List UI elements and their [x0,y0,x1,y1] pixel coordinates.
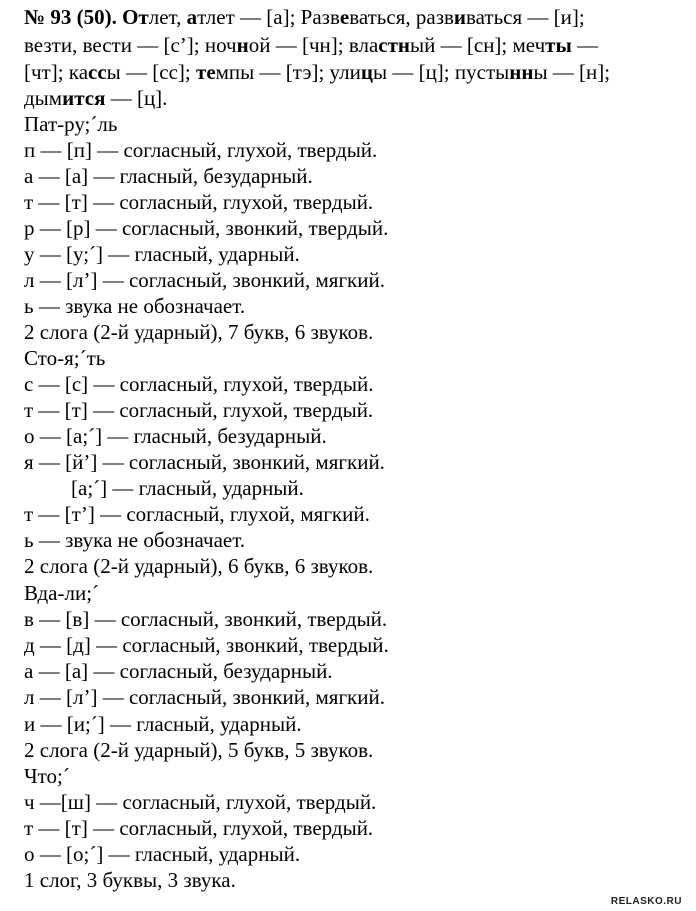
text-line: ь — звука не обозначает. [24,528,246,552]
text-line: т — [т] — согласный, глухой, твердый. [24,816,374,840]
watermark: RELASKO.RU [610,896,682,907]
text-line: т — [т’] — согласный, глухой, мягкий. [24,502,370,526]
word-heading: Сто-я;´ть [24,346,106,370]
summary-line: 1 слог, 3 буквы, 3 звука. [24,868,236,892]
header-line-1: № 93 (50). Отлет, атлет — [а]; Развеваться, развиваться — [и]; [24,5,585,29]
text-line: т — [т] — согласный, глухой, твердый. [24,398,374,422]
text-line: а — [а] — согласный, безударный. [24,659,333,683]
word-heading: Что;´ [24,764,70,788]
text-line: р — [р] — согласный, звонкий, твердый. [24,216,389,240]
text-line: л — [л’] — согласный, звонкий, мягкий. [24,685,385,709]
word-heading: Пат-ру;´ль [24,112,118,136]
header-line-3: [чт]; кассы — [сс]; темпы — [тэ]; улицы — [ц]; пустынны — [н]; [24,60,611,84]
text-line: а — [а] — гласный, безударный. [24,164,313,188]
summary-line: 2 слога (2-й ударный), 6 букв, 6 звуков. [24,554,374,578]
text-line: о — [а;´] — гласный, безударный. [24,424,327,448]
summary-line: 2 слога (2-й ударный), 5 букв, 5 звуков. [24,738,374,762]
text-line: т — [т] — согласный, глухой, твердый. [24,190,374,214]
exercise-number: № 93 (50). [24,5,117,29]
text-line: в — [в] — согласный, звонкий, твердый. [24,607,388,631]
text-line: п — [п] — согласный, глухой, твердый. [24,138,378,162]
text-line: [а;´] — гласный, ударный. [71,476,304,500]
text-line: о — [о;´] — гласный, ударный. [24,842,301,866]
header-line-4: дымится — [ц]. [24,86,168,110]
header-line-2: везти, вести — [с’]; ночной — [чн]; властный — [сн]; мечты — [24,33,599,57]
text-line: д — [д] — согласный, звонкий, твердый. [24,633,389,657]
text-line: л — [л’] — согласный, звонкий, мягкий. [24,268,385,292]
text-line: у — [у;´] — гласный, ударный. [24,242,300,266]
word-heading: Вда-ли;´ [24,581,100,605]
text-line: ч —[ш] — согласный, глухой, твердый. [24,790,377,814]
summary-line: 2 слога (2-й ударный), 7 букв, 6 звуков. [24,320,374,344]
text-line: и — [и;´] — гласный, ударный. [24,712,302,736]
text-line: ь — звука не обозначает. [24,294,246,318]
text-line: с — [с] — согласный, глухой, твердый. [24,372,374,396]
text-line: я — [й’] — согласный, звонкий, мягкий. [24,450,385,474]
